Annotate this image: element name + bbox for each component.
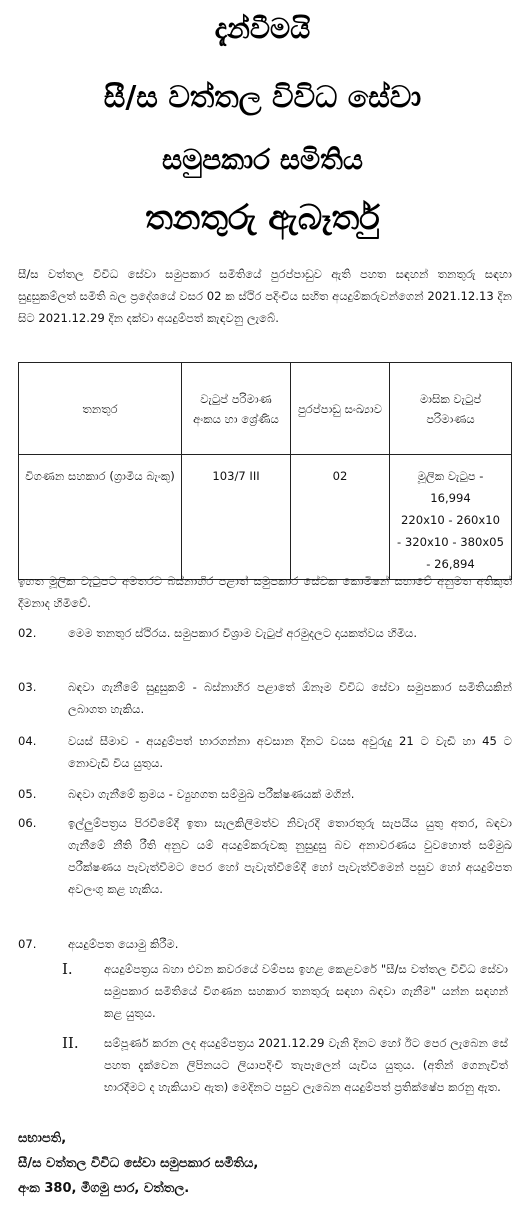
item-number: 06. xyxy=(18,816,37,830)
vacancy-table xyxy=(18,362,512,580)
intro-paragraph: සී/ස වත්තල විවිධ සේවා සමුපකාර සමිතියේ පුරප්පාඩුව ඇති පහත සඳහන් තනතුරු සඳහා සුදුසුකම්ලත් සමිති බල ප්‍රදේශයේ වසර 02 ක ස්ථිර පදිංචිය සහිත අයදුම්කරුවන්ගෙන් 2021.12.13 දින සිට 2021.12.29 දින දක්වා අයදුම්පත් කැඳවනු ලැබේ. xyxy=(18,267,512,325)
signature-address: අංක 380, මීගමු පාර, වත්තල. xyxy=(18,1181,190,1196)
vacancy-table-header-row xyxy=(19,363,512,455)
cell-post: විගණන සහකාර (ග්‍රාමීය බැංකු) xyxy=(19,455,182,580)
sub-item-text: අයදුම්පත්‍රය බහා එවන කවරයේ වම්පස ඉහළ කෙළවරේ "සී/ස වත්තල විවිධ සේවා සමුපකාර සමිතියේ විගණන සහකාර තනතුරු සඳහා බඳවා ගැනීම" යන්න සඳහන් කළ යුතුය. xyxy=(104,962,508,1020)
item-number: 07. xyxy=(18,937,37,951)
item-number: 03. xyxy=(18,680,37,694)
item-text: බඳවා ගැනීමේ සුදුසුකම් - බස්නාහිර පළාතේ ඕනෑම විවිධ සේවා සමුපකාර සමිතියකින් ලබාගත හැකිය. xyxy=(68,680,512,716)
salary-line: 220x10 - 260x10 xyxy=(400,513,501,527)
salary-line: මූලික වැටුප - 16,994 xyxy=(417,469,484,505)
item-number: 04. xyxy=(18,734,37,748)
item-number: 02. xyxy=(18,626,37,640)
vacancies-heading: තනතුරු ඇබෑර්තු xyxy=(145,198,380,238)
signature-organisation: සී/ස වත්තල විවිධ සේවා සමුපකාර සමිතිය, xyxy=(18,1156,259,1171)
allowance-note: ඉහත මූලික වැටුපට අමතරව බස්නාහිර පළාත් සමුපකාර සේවක කොමිෂන් සභාවේ අනුමත අතිකුත් දීමනාද හිමිවේ. xyxy=(18,574,512,610)
roman-numeral: I. xyxy=(62,960,73,978)
col-header-post: තනතුර xyxy=(19,363,182,455)
table-row xyxy=(19,455,512,580)
cell-vacancies: 02 xyxy=(291,455,390,580)
salary-line: - 320x10 - 380x05 xyxy=(397,535,504,549)
item-text: බඳවා ගැනීමේ ක්‍රමය - ව්‍යුහගත සම්මුඛ පරීක්ෂණයක් මගින්. xyxy=(68,787,355,801)
signature-block xyxy=(18,1126,258,1201)
roman-numeral: II. xyxy=(62,1034,79,1052)
col-header-grade: වැටුප් පරිමාණ අංකය හා ශ්‍රේණිය xyxy=(182,363,291,455)
salary-line: - 26,894 xyxy=(426,557,475,571)
society-name-heading: සී/ස වත්තල විවිධ සේවා xyxy=(103,80,422,115)
sub-item-text: සම්පූර්ණ කරන ලද අයදුම්පත්‍රය 2021.12.29 වැනි දිනට හෝ ඊට පෙර ලැබෙන සේ පහත දැක්වෙන ලිපිනයට ලියාපදිංචි තැපෑලෙන් යැවිය යුතුය. (අතින් ගෙනැවිත් භාරදීමට ද හැකියාව ඇත) මෙදිනට පසුව ලැබෙන අයදුම්පත් ප්‍රතික්ෂේප කරනු ඇත. xyxy=(104,1036,508,1094)
item-number: 05. xyxy=(18,787,37,801)
society-type-heading: සමුපකාර සමිතිය xyxy=(162,143,363,176)
item-text: ඉල්ලුම්පත්‍රය පිරවීමේදී ඉතා සැලකිලිමත්ව නිවැරදි තොරතුරු සැපයිය යුතු අතර, බඳවා ගැනීමේ නීති රීති අනුව යම් අයදුම්කරුවකු නුසුදුසු බව අනාවරණය වුවහොත් සම්මුඛ පරීක්ෂණය පැවැත්වීමට පෙර හෝ පැවැත්වීමේදී හෝ පැවැත්වීමෙන් පසුව හෝ අයදුම්පත අවලංගු කළ හැකිය. xyxy=(68,816,512,896)
item-text: මෙම තනතුර ස්ථිරය. සමුපකාර විශ්‍රාම වැටුප් අරමුදලට දායකත්වය හිමිය. xyxy=(68,626,418,640)
col-header-salary: මාසික වැටුප් පරිමාණය xyxy=(390,363,512,455)
item-text: වයස් සීමාව - අයදුම්පත් භාරගන්නා අවසාන දිනට වයස අවුරුදු 21 ට වැඩි හා 45 ට නොවැඩි විය යුතුය. xyxy=(68,734,512,770)
cell-grade: 103/7 III xyxy=(182,455,291,580)
item-text: අයදුම්පත යොමු කිරීම. xyxy=(68,937,179,951)
cell-salary xyxy=(390,455,512,580)
signature-title: සභාපති, xyxy=(18,1131,67,1146)
notice-heading: දැන්වීමයි xyxy=(214,12,311,45)
col-header-vacancies: පුරප්පාඩු සංඛ්‍යාව xyxy=(291,363,390,455)
